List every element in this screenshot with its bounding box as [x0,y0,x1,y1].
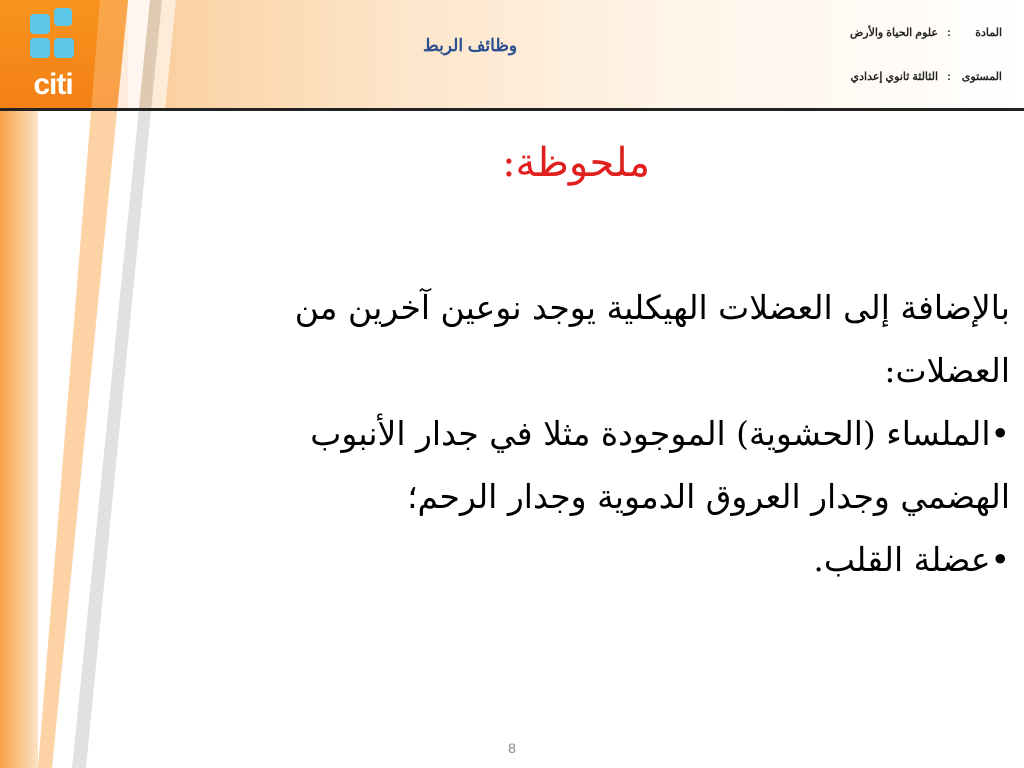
level-info [851,70,1002,83]
body-line: بالإضافة إلى العضلات الهيكلية يوجد نوعين آخرين من [294,288,1010,327]
subject-colon: : [947,27,951,39]
level-value: الثالثة ثانوي إعدادي [850,71,938,83]
logo-text: citi [33,68,73,101]
note-heading: ملحوظة: [502,140,650,186]
subject-label: المادة [975,27,1002,39]
citi-logo [24,8,82,101]
bullet-heart-muscle: •عضلة القلب. [813,540,1010,579]
body-line: العضلات: [884,351,1010,390]
left-strip [0,111,38,768]
subject-info [850,26,1002,39]
lesson-title: وظائف الربط [422,36,518,55]
body-line: الهضمي وجدار العروق الدموية وجدار الرحم؛ [407,477,1010,516]
level-label: المستوى [961,71,1002,83]
page-number: 8 [508,740,516,756]
level-colon: : [947,71,951,83]
note-body [110,276,1010,591]
subject-value: علوم الحياة والأرض [849,27,938,39]
header-divider [0,108,1024,111]
bullet-smooth-muscle: •الملساء (الحشوية) الموجودة مثلا في جدار الأنبوب [310,414,1010,453]
